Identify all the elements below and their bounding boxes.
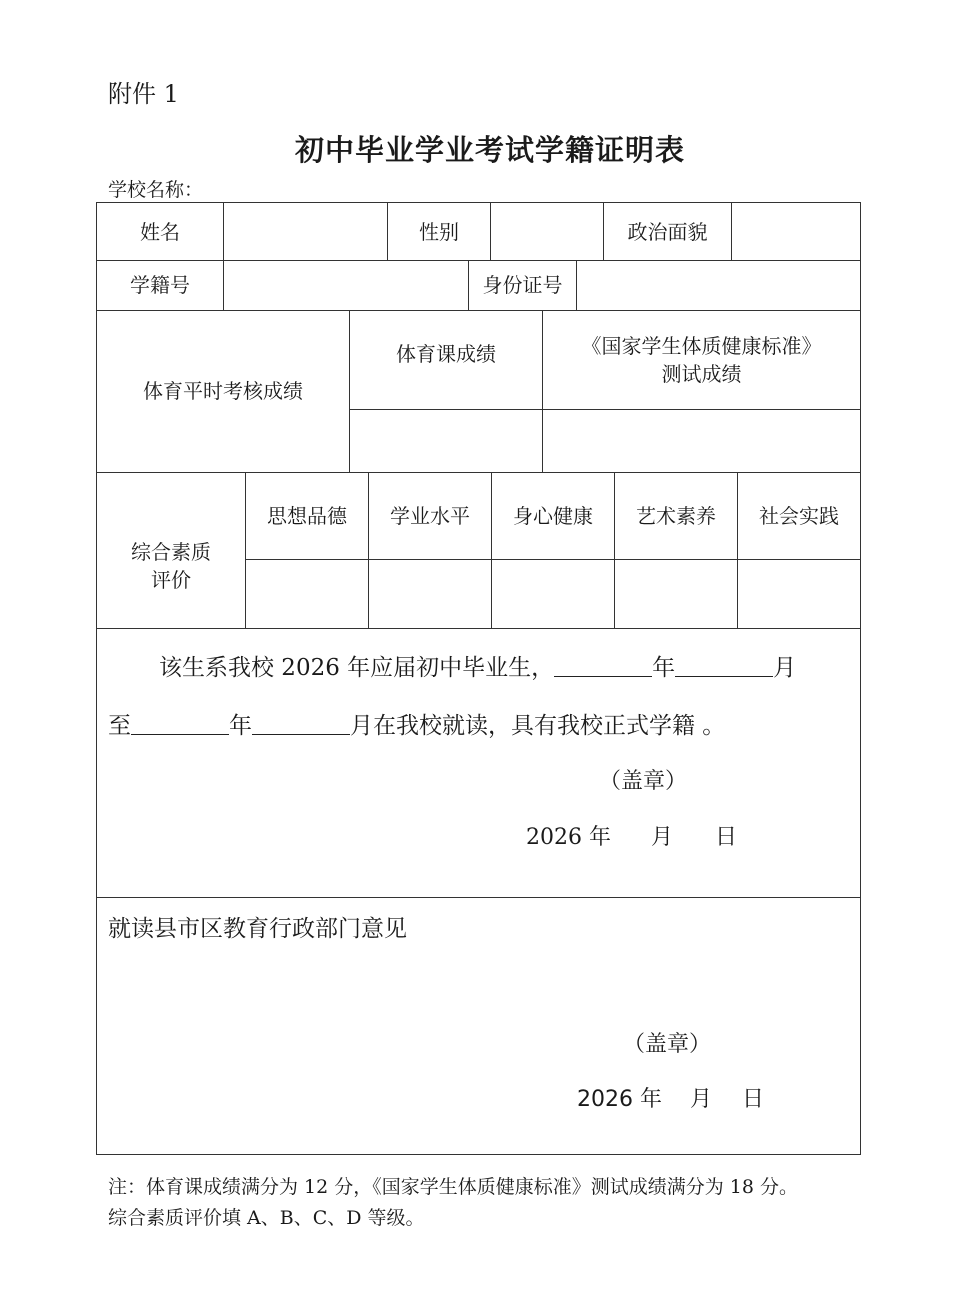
page-title: 初中毕业学业考试学籍证明表 [294,133,685,167]
edu-seal-label: （盖章） [623,1032,712,1057]
political-status-label: 政治面貌 [627,219,708,244]
quality-item-academic: 学业水平 [390,503,470,528]
proof-line-1 [159,649,796,682]
id-card-label: 身份证号 [482,273,563,297]
edu-dept-opinion-label: 就读县市区教育行政部门意见 [108,916,407,942]
school-seal-label: （盖章） [599,769,688,794]
quality-grade-field[interactable] [738,560,860,628]
school-name-label: 学校名称： [108,179,204,201]
fitness-standard-title: 《国家学生体质健康标准》 [581,333,822,358]
fitness-standard-subtitle: 测试成绩 [661,361,742,386]
end-month-blank[interactable] [252,710,350,735]
political-status-field[interactable] [732,203,860,260]
quality-item-health: 身心健康 [513,503,593,528]
proof-statement: 该生系我校 2026 年应届初中毕业生， [159,655,555,681]
quality-grade-field[interactable] [615,560,737,628]
start-month-blank[interactable] [675,652,773,677]
quality-item-social: 社会实践 [759,503,839,528]
quality-eval-label-line2: 评价 [151,568,191,592]
quality-grade-field[interactable] [369,560,491,628]
pe-course-score-field[interactable] [350,410,542,472]
school-date-month: 月 [650,825,673,850]
pe-course-score-label: 体育课成绩 [396,342,496,366]
note-line-2: 综合素质评价填 A、B、C、D 等级。 [108,1207,425,1229]
name-field[interactable] [224,203,387,260]
pe-daily-score-label: 体育平时考核成绩 [143,379,303,403]
quality-grade-field[interactable] [492,560,614,628]
edu-date-month: 月 [689,1087,712,1112]
quality-item-art: 艺术素养 [636,503,716,528]
school-date [526,820,737,851]
proof-line-2 [108,707,725,740]
start-year-unit: 年 [652,655,676,681]
attachment-label: 附件 1 [108,80,179,108]
gender-label: 性别 [419,219,459,244]
student-id-field[interactable] [224,260,468,310]
end-year-blank[interactable] [131,710,229,735]
quality-grade-field[interactable] [246,560,368,628]
quality-eval-label-line1: 综合素质 [131,540,211,564]
start-year-blank[interactable] [554,652,652,677]
proof-to: 至 [108,713,131,739]
certificate-form [96,202,861,1155]
row-divider [97,897,860,898]
end-year-unit: 年 [229,713,252,739]
fitness-standard-label [543,310,860,409]
school-date-day: 日 [715,825,738,850]
edu-date-day: 日 [742,1087,765,1112]
quality-item-moral: 思想品德 [267,503,347,528]
id-card-field[interactable] [577,260,860,310]
gender-field[interactable] [491,203,603,260]
quality-eval-label [97,488,245,644]
school-date-year: 2026 年 [526,825,611,850]
fitness-score-field[interactable] [543,410,860,472]
student-id-label: 学籍号 [130,273,190,297]
proof-enrolled-text: 月在我校就读，具有我校正式学籍 。 [350,713,726,739]
note-line-1: 注：体育课成绩满分为 12 分，《国家学生体质健康标准》测试成绩满分为 18 分。 [108,1176,799,1198]
name-label: 姓名 [140,219,180,244]
start-month-unit: 月 [773,655,797,681]
edu-date-year: 2026 年 [577,1087,662,1112]
edu-date [577,1082,764,1113]
